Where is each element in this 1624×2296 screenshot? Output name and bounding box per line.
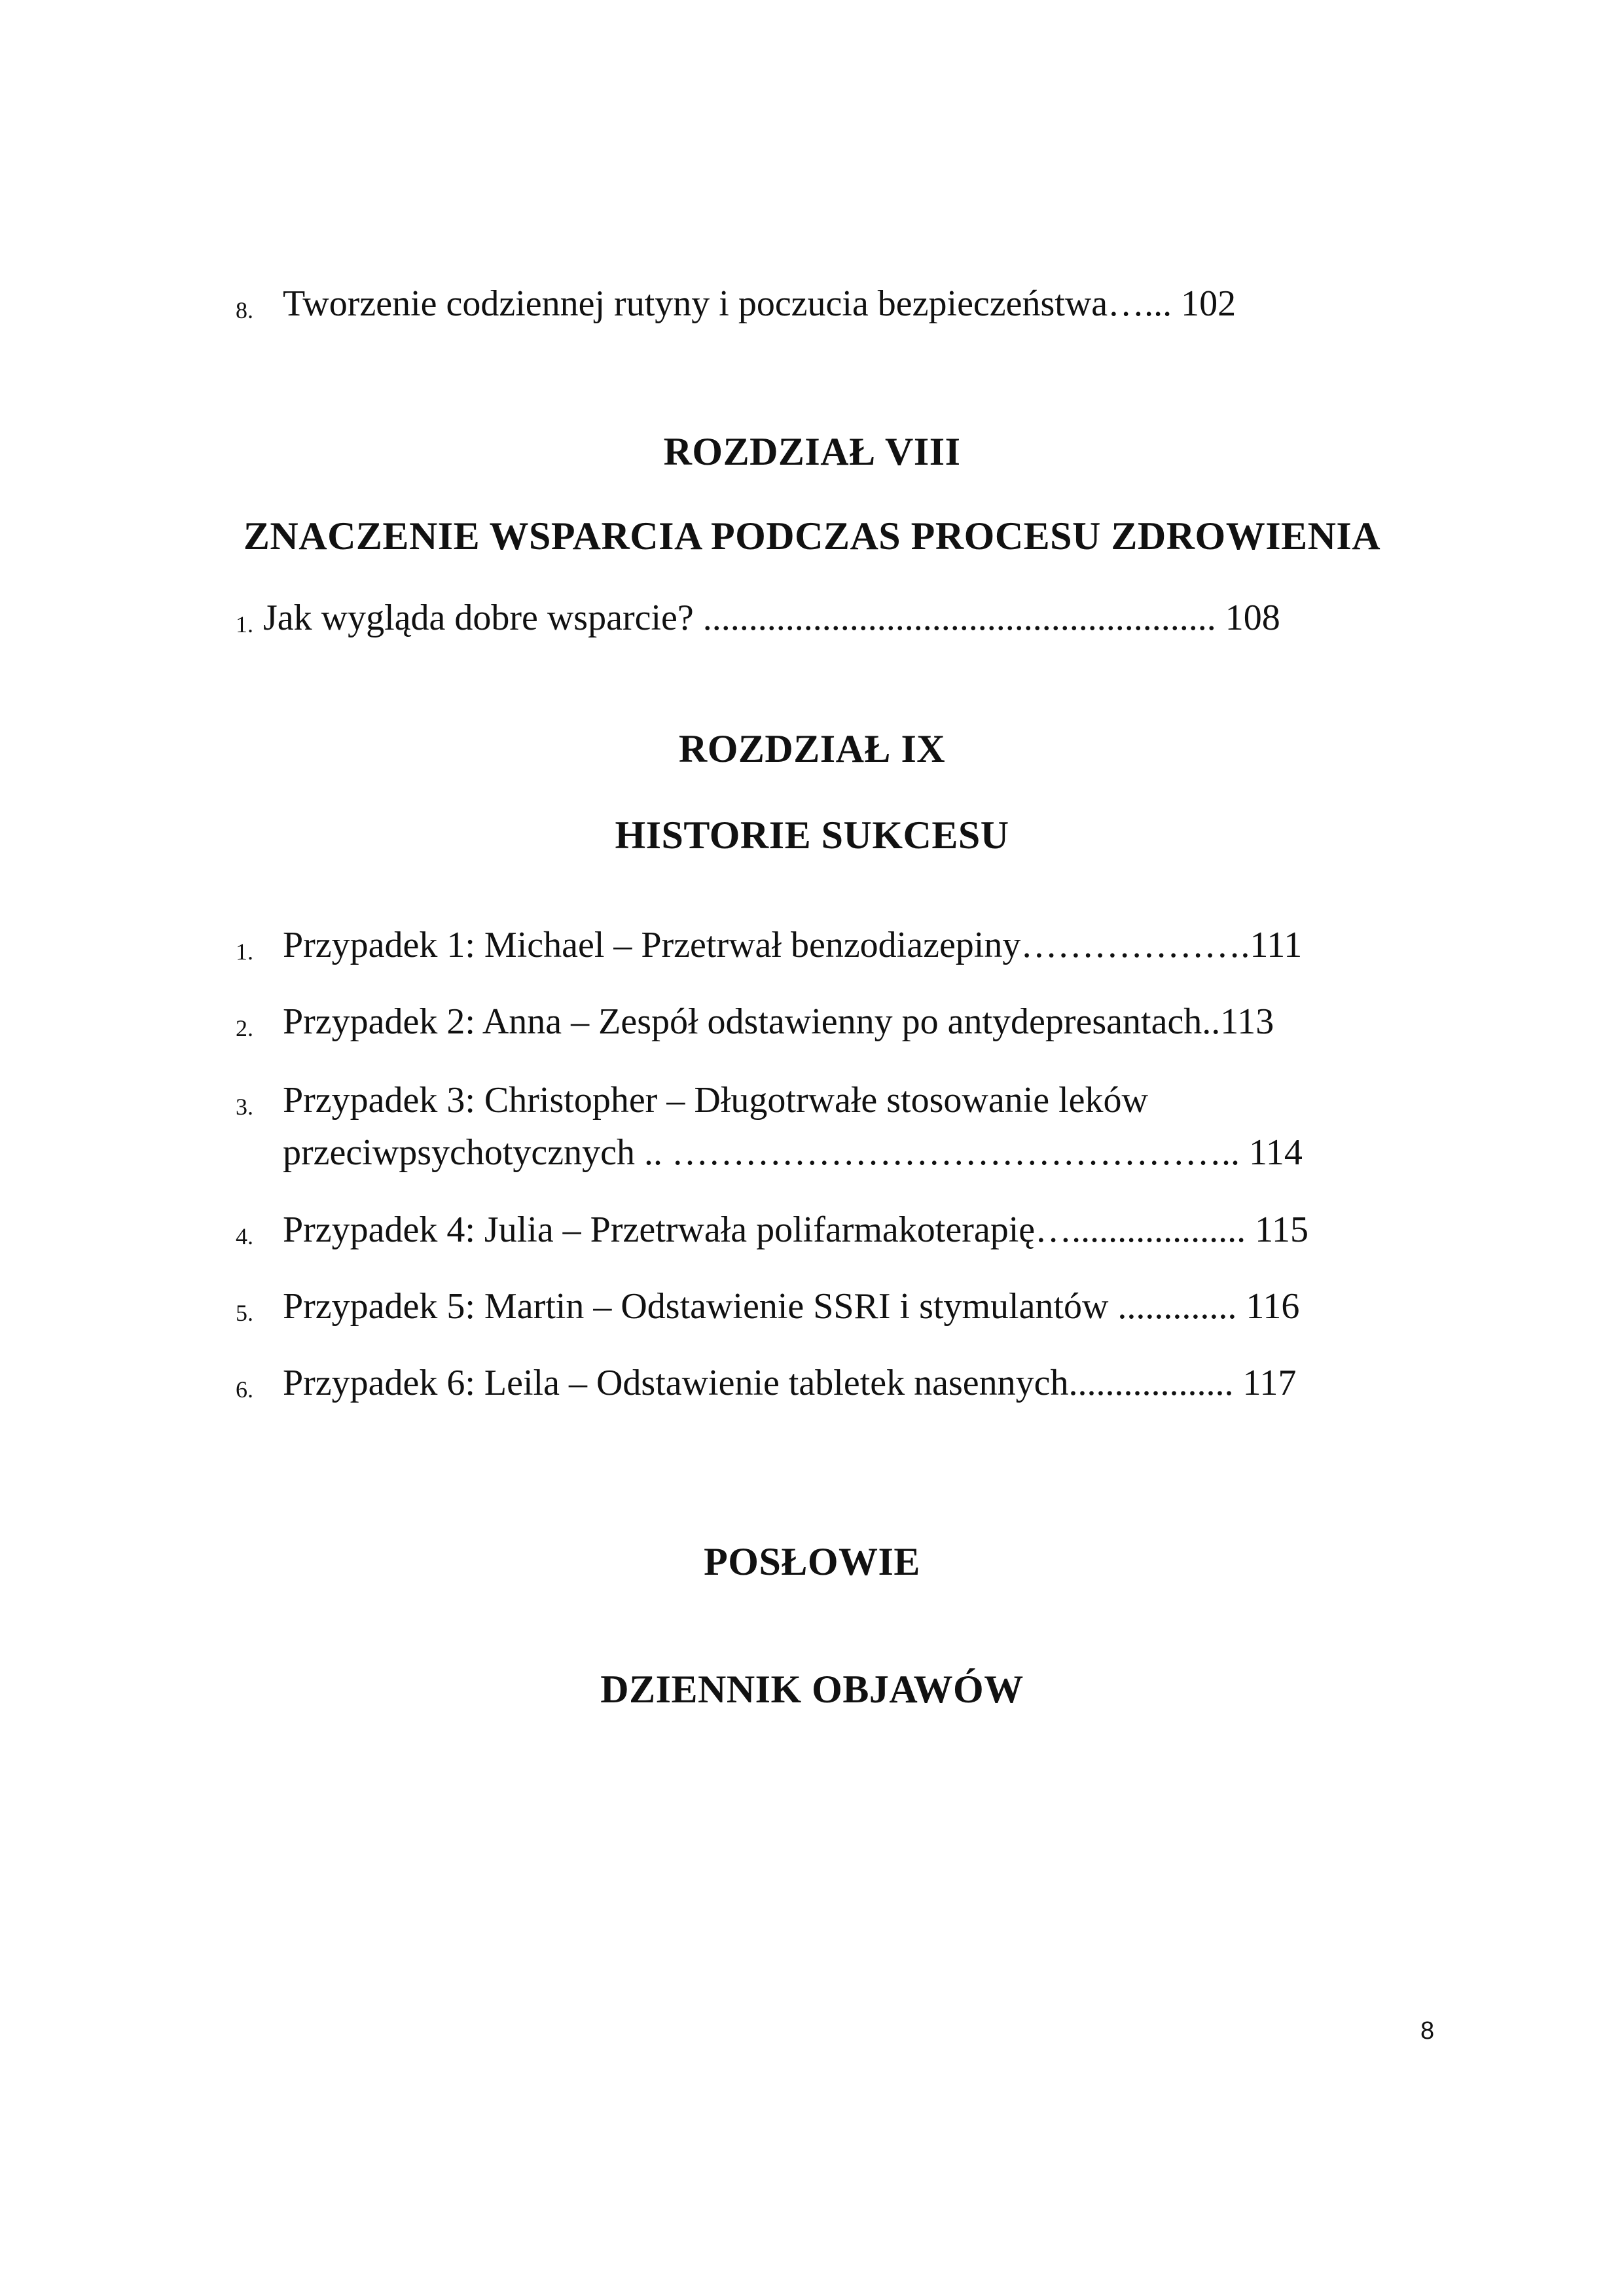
toc-entry xyxy=(0,1078,1624,1176)
toc-entry-text: Przypadek 3: Christopher – Długotrwałe stosowanie leków xyxy=(283,1080,1148,1121)
toc-entry-number: 1. xyxy=(236,939,253,965)
chapter-title: HISTORIE SUKCESU xyxy=(615,814,1009,857)
chapter-label: ROZDZIAŁ IX xyxy=(678,727,946,770)
toc-entry-number: 3. xyxy=(236,1094,253,1120)
toc-entry-text: Przypadek 4: Julia – Przetrwała polifarmakoterapię…................... 115 xyxy=(283,1210,1309,1250)
toc-entry-text: Przypadek 2: Anna – Zespół odstawienny po antydepresantach..113 xyxy=(283,1001,1274,1042)
toc-entry-number: 8. xyxy=(236,297,253,323)
toc-entry-number: 2. xyxy=(236,1015,253,1041)
page-number: 8 xyxy=(1420,2017,1435,2045)
toc-entry-number: 5. xyxy=(236,1300,253,1326)
toc-entry-text: Przypadek 1: Michael – Przetrwał benzodiazepiny……………….111 xyxy=(283,925,1303,965)
toc-entry-text: Przypadek 6: Leila – Odstawienie tabletek nasennych.................. 117 xyxy=(283,1363,1297,1403)
toc-entry-number: 6. xyxy=(236,1376,253,1403)
symptom-journal-title: DZIENNIK OBJAWÓW xyxy=(600,1668,1024,1711)
toc-entry-text-continuation: przeciwpsychotycznych .. ……………………………………….. 114 xyxy=(283,1132,1303,1173)
toc-entry-text: Jak wygląda dobre wsparcie? ........................................................ 108 xyxy=(263,598,1280,638)
chapter-label: ROZDZIAŁ VIII xyxy=(663,430,961,473)
toc-entry-text: Przypadek 5: Martin – Odstawienie SSRI i stymulantów ............. 116 xyxy=(283,1286,1300,1327)
afterword-title: POSŁOWIE xyxy=(704,1540,920,1583)
toc-entry-text: Tworzenie codziennej rutyny i poczucia bezpieczeństwa…... 102 xyxy=(283,283,1236,324)
chapter-title: ZNACZENIE WSPARCIA PODCZAS PROCESU ZDROWIENIA xyxy=(243,514,1381,558)
toc-entry-number: 1. xyxy=(236,611,253,637)
toc-entry-number: 4. xyxy=(236,1223,253,1249)
